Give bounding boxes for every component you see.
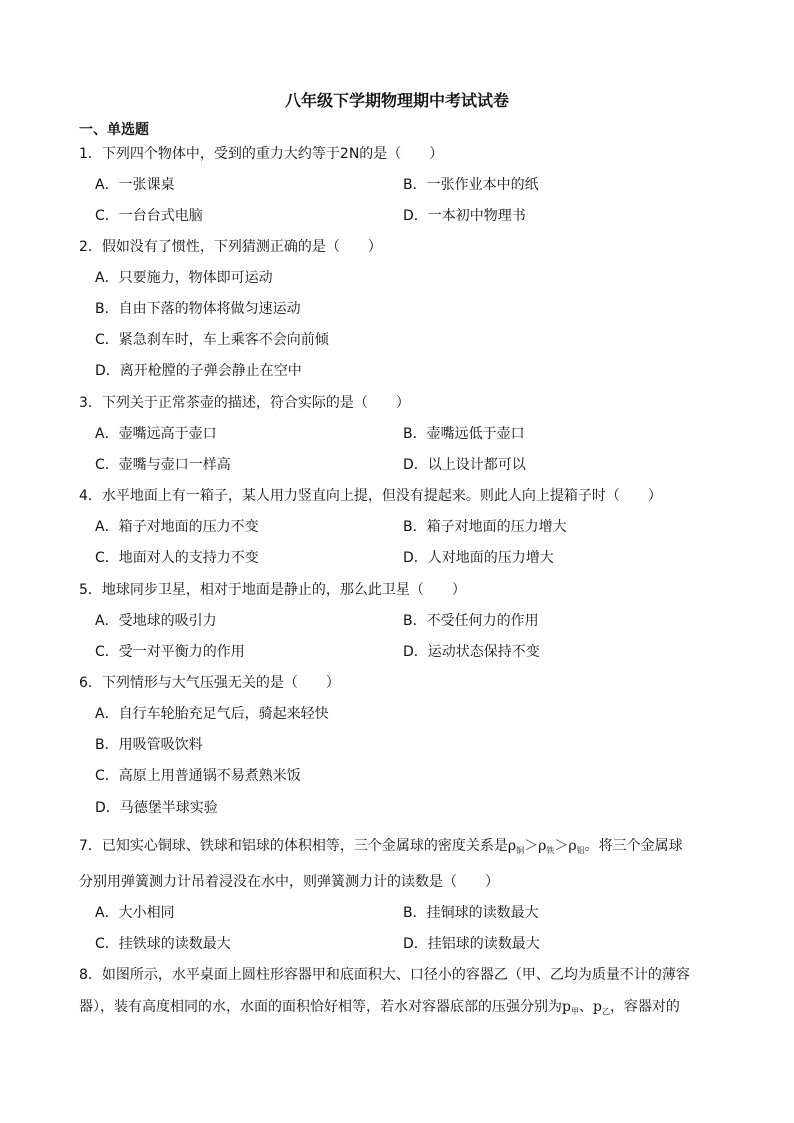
question-7-option-b: B．挂铜球的读数最大 bbox=[403, 905, 539, 921]
question-2-option-a: A．只要施力，物体即可运动 bbox=[95, 270, 273, 286]
question-1-option-d: D．一本初中物理书 bbox=[403, 208, 526, 224]
rho-symbol: ρ bbox=[538, 838, 547, 854]
separator: 、 bbox=[578, 999, 593, 1015]
question-1-option-c: C．一台台式电脑 bbox=[95, 208, 203, 224]
question-5-option-a: A．受地球的吸引力 bbox=[95, 613, 217, 629]
question-4-stem: 4．水平地面上有一箱子，某人用力竖直向上提，但没有提起来。则此人向上提箱子时（ ） bbox=[79, 488, 662, 504]
question-4-option-a: A．箱子对地面的压力不变 bbox=[95, 519, 259, 535]
subscript-yi: 乙 bbox=[601, 1007, 610, 1016]
rho-symbol: ρ bbox=[568, 838, 577, 854]
question-1-option-b: B．一张作业本中的纸 bbox=[403, 177, 539, 193]
pressure-symbol: p bbox=[592, 999, 602, 1015]
question-6-option-c: C．高原上用普通锅不易煮熟米饭 bbox=[95, 768, 301, 784]
question-2-option-d: D．离开枪膛的子弹会静止在空中 bbox=[95, 363, 302, 379]
question-6-stem: 6．下列情形与大气压强无关的是（ ） bbox=[79, 675, 340, 691]
subscript-jia: 甲 bbox=[570, 1007, 579, 1016]
question-5-option-d: D．运动状态保持不变 bbox=[403, 644, 540, 660]
question-7-option-c: C．挂铁球的读数最大 bbox=[95, 936, 231, 952]
question-7-stem-text: 7．已知实心铜球、铁球和铝球的体积相等，三个金属球的密度关系是 bbox=[79, 838, 508, 854]
question-4-option-c: C．地面对人的支持力不变 bbox=[95, 550, 259, 566]
subscript-copper: 铜 bbox=[516, 846, 525, 855]
page-title: 八年级下学期物理期中考试试卷 bbox=[284, 91, 509, 110]
question-1-stem: 1．下列四个物体中，受到的重力大约等于2N的是（ ） bbox=[79, 146, 444, 162]
question-6-option-a: A．自行车轮胎充足气后，骑起来轻快 bbox=[95, 706, 329, 722]
question-4-option-b: B．箱子对地面的压力增大 bbox=[403, 519, 567, 535]
question-8-stem-tail: ，容器对的 bbox=[609, 999, 680, 1015]
question-3-option-a: A．壶嘴远高于壶口 bbox=[95, 426, 217, 442]
question-3-option-c: C．壶嘴与壶口一样高 bbox=[95, 457, 231, 473]
subscript-iron: 铁 bbox=[546, 846, 555, 855]
question-6-option-d: D．马德堡半球实验 bbox=[95, 800, 218, 816]
question-7-stem-tail: 。将三个金属球 bbox=[584, 838, 683, 854]
question-3-option-b: B．壶嘴远低于壶口 bbox=[403, 426, 525, 442]
question-5-option-c: C．受一对平衡力的作用 bbox=[95, 644, 245, 660]
greater-than-sign: ＞ bbox=[554, 838, 569, 854]
question-3-stem: 3．下列关于正常茶壶的描述，符合实际的是（ ） bbox=[79, 395, 410, 411]
question-7-option-a: A．大小相同 bbox=[95, 905, 175, 921]
question-7-stem-line-2: 分别用弹簧测力计吊着浸没在水中，则弹簧测力计的读数是（ ） bbox=[79, 874, 499, 890]
question-3-option-d: D．以上设计都可以 bbox=[403, 457, 526, 473]
question-1-option-a: A．一张课桌 bbox=[95, 177, 175, 193]
greater-than-sign: ＞ bbox=[524, 838, 539, 854]
subscript-aluminum: 铝 bbox=[576, 846, 585, 855]
section-heading: 一、单选题 bbox=[79, 122, 149, 138]
pressure-symbol: p bbox=[562, 999, 571, 1015]
question-2-option-b: B．自由下落的物体将做匀速运动 bbox=[95, 301, 301, 317]
question-7-option-d: D．挂铝球的读数最大 bbox=[403, 936, 540, 952]
question-7-stem bbox=[79, 836, 683, 861]
rho-symbol: ρ bbox=[507, 838, 517, 854]
question-8-stem-text: 器），装有高度相同的水，水面的面积恰好相等，若水对容器底部的压强分别为 bbox=[79, 999, 562, 1015]
question-5-option-b: B．不受任何力的作用 bbox=[403, 613, 539, 629]
question-8-stem: 8．如图所示，水平桌面上圆柱形容器甲和底面积大、口径小的容器乙（甲、乙均为质量不计的薄容 bbox=[79, 967, 690, 983]
question-8-stem-line-2 bbox=[79, 997, 680, 1022]
question-2-option-c: C．紧急刹车时，车上乘客不会向前倾 bbox=[95, 332, 329, 348]
question-6-option-b: B．用吸管吸饮料 bbox=[95, 737, 203, 753]
question-4-option-d: D．人对地面的压力增大 bbox=[403, 550, 554, 566]
question-5-stem: 5．地球同步卫星，相对于地面是静止的，那么此卫星（ ） bbox=[79, 582, 466, 598]
question-2-stem: 2．假如没有了惯性，下列猜测正确的是（ ） bbox=[79, 239, 382, 255]
